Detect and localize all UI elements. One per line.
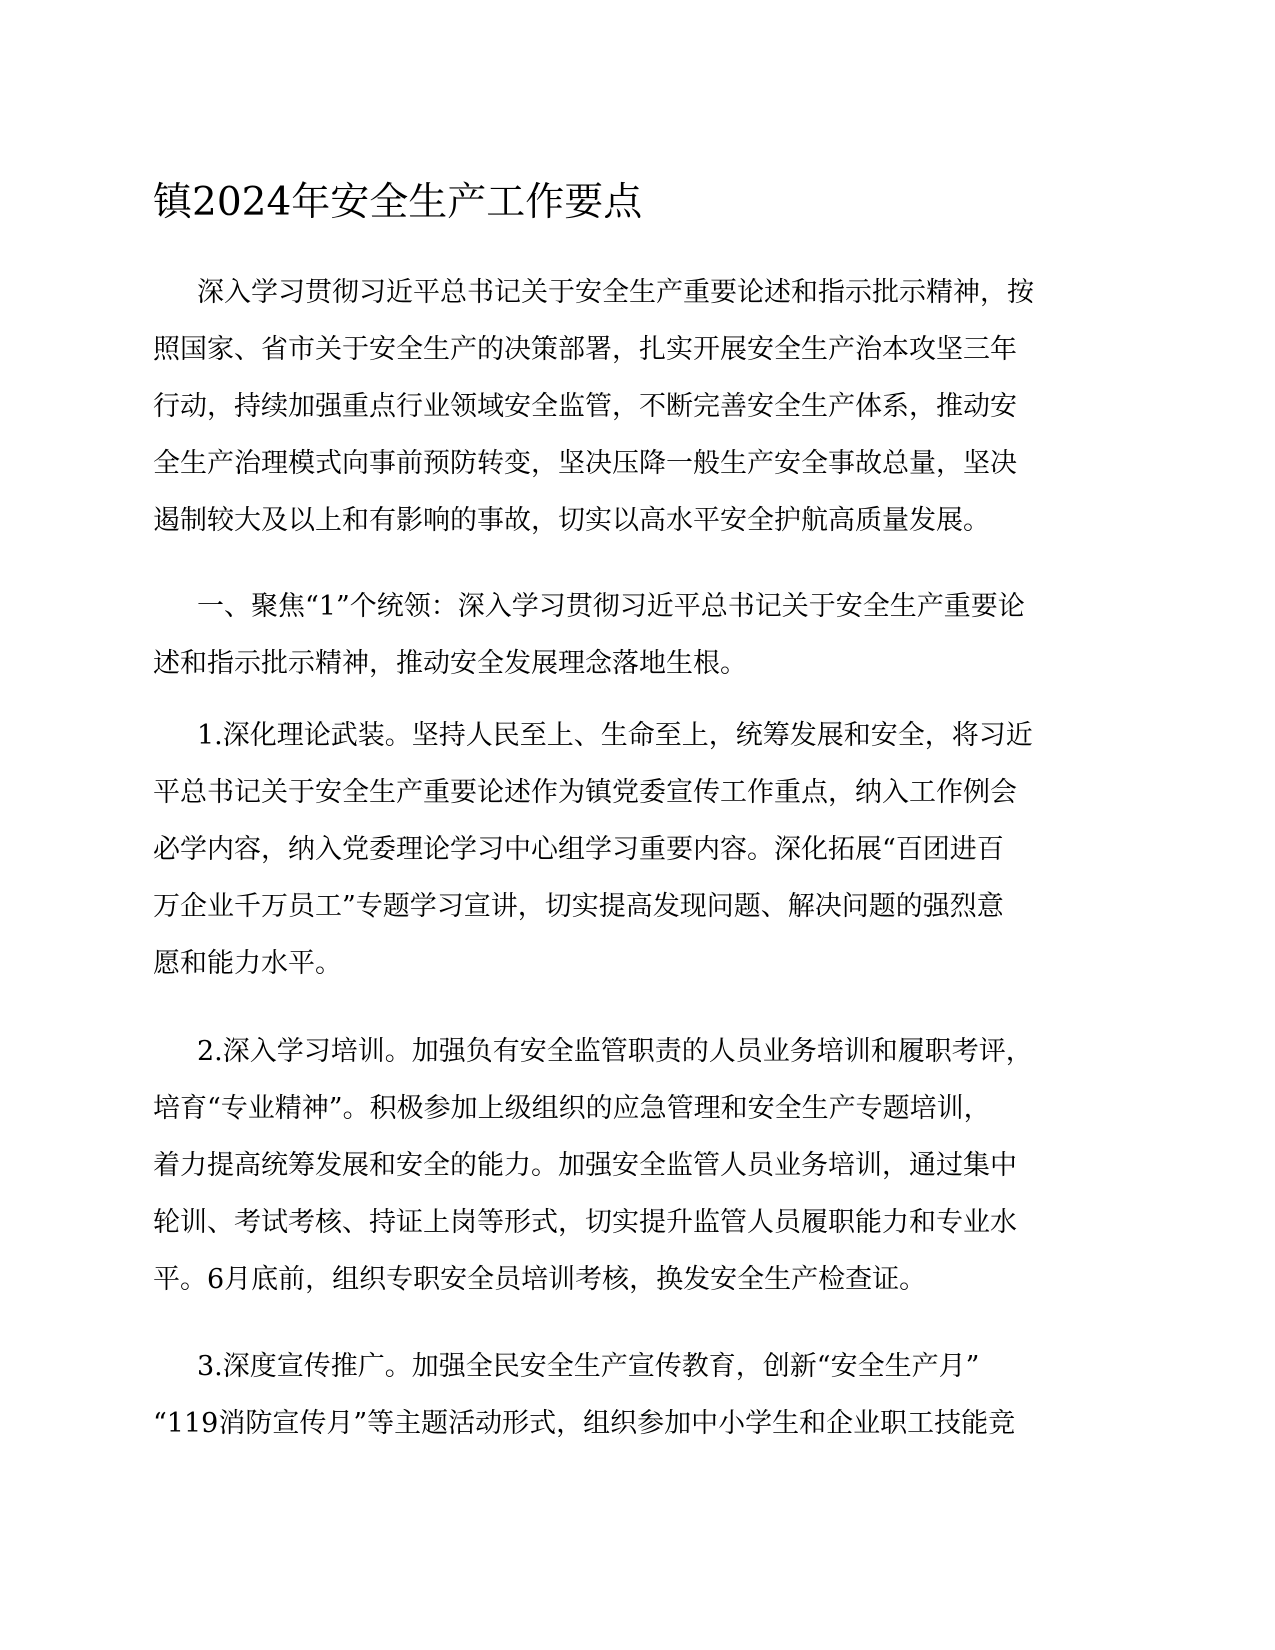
paragraph-line: 平。6月底前，组织专职安全员培训考核，换发安全生产检查证。 xyxy=(153,1264,927,1295)
paragraph-line: 必学内容，纳入党委理论学习中心组学习重要内容。深化拓展“百团进百 xyxy=(153,834,1004,865)
section-one-heading-paragraph xyxy=(153,578,1025,692)
paragraph-line: 照国家、省市关于安全生产的决策部署，扎实开展安全生产治本攻坚三年 xyxy=(153,334,1017,365)
paragraph-line: 2.深入学习培训。加强负有安全监管职责的人员业务培训和履职考评， xyxy=(197,1036,1033,1067)
paragraph-line: “119消防宣传月”等主题活动形式，组织参加中小学生和企业职工技能竞 xyxy=(153,1408,1016,1439)
paragraph-line: 一、聚焦“1”个统领：深入学习贯彻习近平总书记关于安全生产重要论 xyxy=(197,591,1025,622)
paragraph-line: 愿和能力水平。 xyxy=(153,948,342,979)
document-title: 镇2024年安全生产工作要点 xyxy=(153,180,643,225)
paragraph-line: 培育“专业精神”。积极参加上级组织的应急管理和安全生产专题培训， xyxy=(153,1093,991,1124)
paragraph-line: 行动，持续加强重点行业领域安全监管，不断完善安全生产体系，推动安 xyxy=(153,391,1017,422)
paragraph-line: 深入学习贯彻习近平总书记关于安全生产重要论述和指示批示精神，按 xyxy=(197,277,1034,308)
item-3-paragraph xyxy=(153,1338,1015,1452)
item-1-paragraph xyxy=(153,707,1033,992)
paragraph-line: 万企业千万员工”专题学习宣讲，切实提高发现问题、解决问题的强烈意 xyxy=(153,891,1004,922)
paragraph-line: 述和指示批示精神，推动安全发展理念落地生根。 xyxy=(153,648,747,679)
item-2-paragraph xyxy=(153,1023,1033,1308)
intro-paragraph xyxy=(153,264,1034,549)
paragraph-line: 轮训、考试考核、持证上岗等形式，切实提升监管人员履职能力和专业水 xyxy=(153,1207,1017,1238)
paragraph-line: 3.深度宣传推广。加强全民安全生产宣传教育，创新“安全生产月” xyxy=(197,1351,980,1382)
paragraph-line: 1.深化理论武装。坚持人民至上、生命至上，统筹发展和安全，将习近 xyxy=(197,720,1033,751)
paragraph-line: 平总书记关于安全生产重要论述作为镇党委宣传工作重点，纳入工作例会 xyxy=(153,777,1017,808)
paragraph-line: 全生产治理模式向事前预防转变，坚决压降一般生产安全事故总量，坚决 xyxy=(153,448,1017,479)
paragraph-line: 着力提高统筹发展和安全的能力。加强安全监管人员业务培训，通过集中 xyxy=(153,1150,1017,1181)
paragraph-line: 遏制较大及以上和有影响的事故，切实以高水平安全护航高质量发展。 xyxy=(153,505,990,536)
